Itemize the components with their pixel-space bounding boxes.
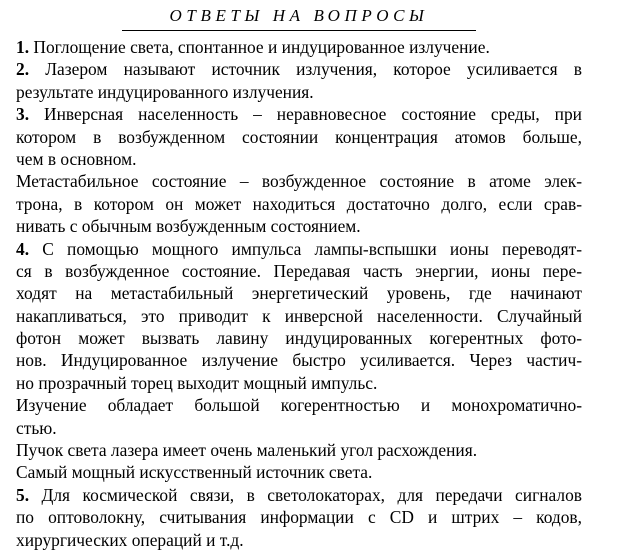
answer-text: Лазером называют источник излучения, которое усиливается в bbox=[45, 59, 582, 80]
answer-text: результате индуцированного излучения. bbox=[16, 81, 314, 102]
answer-text: ходят на метастабильный энергетический уровень, где начинают bbox=[16, 283, 582, 304]
answer-text: Самый мощный искусственный источник света. bbox=[16, 462, 373, 483]
answer-3-line bbox=[16, 126, 582, 148]
answer-3-line bbox=[16, 215, 582, 237]
answer-4-line bbox=[16, 394, 582, 416]
answer-4-line bbox=[16, 349, 582, 371]
answer-text: Пучок света лазера имеет очень маленький угол расхождения. bbox=[16, 440, 478, 461]
answer-4-line bbox=[16, 327, 582, 349]
answer-text: Для космической связи, в светолокаторах, для передачи сигналов bbox=[41, 484, 582, 505]
answer-4-line bbox=[16, 260, 582, 282]
answer-3-line bbox=[16, 193, 582, 215]
answer-number: 3. bbox=[16, 104, 30, 125]
answer-text: хирургических операций и т.д. bbox=[16, 529, 244, 550]
answer-number: 5. bbox=[16, 484, 30, 505]
answer-3-line bbox=[16, 103, 582, 125]
answer-4-line bbox=[16, 461, 582, 483]
answer-text: но прозрачный торец выходит мощный импульс. bbox=[16, 372, 378, 393]
answer-5-line bbox=[16, 506, 582, 528]
title-underline bbox=[122, 30, 476, 31]
answer-number: 4. bbox=[16, 238, 30, 259]
answer-text: Изучение обладает большой когерентностью и монохроматично- bbox=[16, 395, 582, 416]
answer-2-line bbox=[16, 81, 582, 103]
page-title: ОТВЕТЫ НА ВОПРОСЫ bbox=[169, 6, 429, 25]
answer-2-line bbox=[16, 58, 582, 80]
answer-text: нов. Индуцированное излучение быстро усиливается. Через частич- bbox=[16, 350, 582, 371]
answer-3-line bbox=[16, 148, 582, 170]
answer-number: 1. bbox=[16, 37, 30, 57]
answer-text: накапливаться, это приводит к инверсной населенности. Случайный bbox=[16, 305, 582, 326]
answer-3-line bbox=[16, 170, 582, 192]
answer-4-line bbox=[16, 305, 582, 327]
answer-text: стью. bbox=[16, 417, 57, 438]
answer-text: ся в возбужденное состояние. Передавая часть энергии, ионы пере- bbox=[16, 260, 582, 281]
answer-1-line bbox=[16, 36, 582, 58]
answer-number: 2. bbox=[16, 59, 30, 80]
answer-4-line bbox=[16, 417, 582, 439]
answer-text: котором в возбужденном состоянии концентрация атомов больше, bbox=[16, 126, 582, 147]
answer-text: Инверсная населенность – неравновесное состояние среды, при bbox=[44, 104, 582, 125]
answers-list bbox=[16, 36, 582, 551]
answer-text: С помощью мощного импульса лампы-вспышки ионы переводят- bbox=[42, 238, 582, 259]
answer-4-line bbox=[16, 282, 582, 304]
answer-text: чем в основном. bbox=[16, 148, 137, 169]
answer-4-line bbox=[16, 439, 582, 461]
answer-text: фотон может вызвать лавину индуцированных когерентных фото- bbox=[16, 328, 582, 349]
answer-text: Метастабильное состояние – возбужденное состояние в атоме элек- bbox=[16, 171, 582, 192]
answer-text: по оптоволокну, считывания информации с CD и штрих – кодов, bbox=[16, 507, 582, 528]
answer-text: нивать с обычным возбужденным состоянием. bbox=[16, 216, 361, 237]
answer-4-line bbox=[16, 372, 582, 394]
answer-text: Поглощение света, спонтанное и индуцированное излучение. bbox=[33, 37, 490, 57]
answer-5-line bbox=[16, 484, 582, 506]
answer-4-line bbox=[16, 238, 582, 260]
answer-text: трона, в котором он может находиться достаточно долго, если срав- bbox=[16, 193, 582, 214]
